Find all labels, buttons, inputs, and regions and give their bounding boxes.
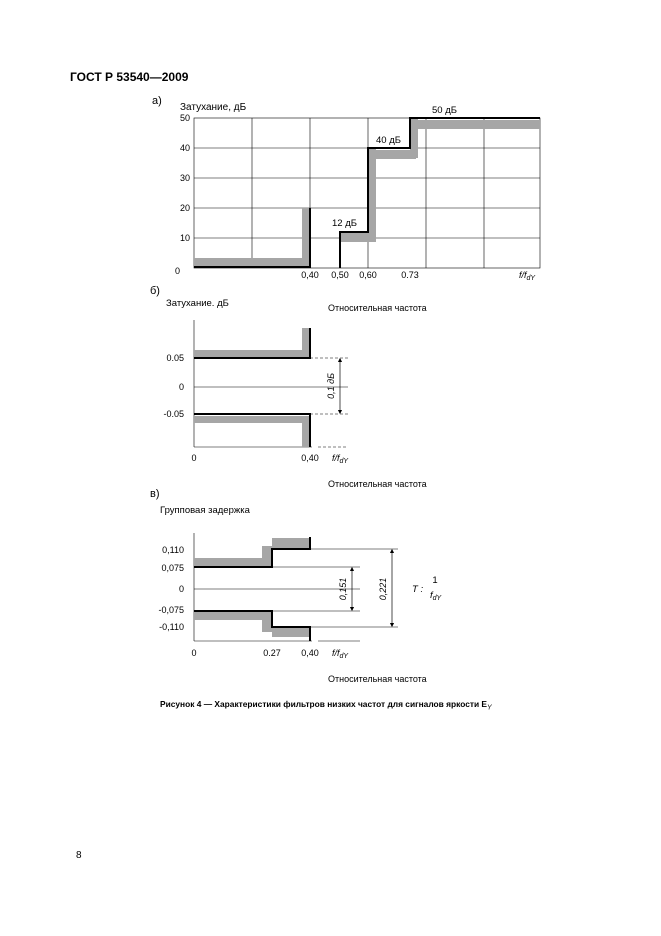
panel-a-xtick: 0,60 bbox=[359, 270, 377, 280]
panel-c-band bbox=[262, 612, 272, 632]
page-number: 8 bbox=[76, 850, 82, 861]
panel-a-band bbox=[368, 150, 416, 159]
panel-c-t-denominator: $f_{dY}$ bbox=[430, 590, 442, 602]
panel-c-ytick: -0,110 bbox=[159, 622, 184, 632]
panel-c-xlabel: $f/f_{dY}$ bbox=[332, 648, 349, 660]
panel-a-mask bbox=[194, 118, 540, 268]
panel-c-band bbox=[272, 538, 310, 548]
panel-a-xtick: 0,40 bbox=[301, 270, 319, 280]
panel-c-footer: Относительная частота bbox=[328, 674, 427, 684]
panel-c-t-label: T : bbox=[412, 584, 424, 595]
panel-b-xtick: 0,40 bbox=[301, 453, 319, 463]
panel-a-xtick: 0.73 bbox=[401, 270, 419, 280]
document-header: ГОСТ Р 53540—2009 bbox=[70, 70, 189, 84]
panel-a-annotation: 12 дБ bbox=[332, 218, 357, 229]
panel-a-ylabel: Затухание, дБ bbox=[180, 102, 247, 113]
panel-b-ytick: -0.05 bbox=[163, 409, 184, 419]
panel-a-band bbox=[368, 148, 376, 242]
panel-b-ytick: 0 bbox=[178, 382, 184, 392]
panel-a-label: а) bbox=[152, 95, 162, 107]
panel-c bbox=[150, 479, 443, 660]
panel-b-span-label: 0,1 дБ bbox=[326, 373, 336, 399]
panel-b-ytick: 0.05 bbox=[166, 353, 184, 363]
panel-a-annotation: 50 дБ bbox=[432, 105, 457, 116]
panel-a-annotation: 40 дБ bbox=[376, 135, 401, 146]
panel-a bbox=[152, 95, 540, 282]
panel-b-xlabel: $f/f_{dY}$ bbox=[332, 453, 349, 465]
panel-b-band bbox=[194, 416, 310, 423]
panel-a-band bbox=[302, 208, 310, 268]
panel-c-band bbox=[194, 558, 272, 566]
panel-a-ytick: 0 bbox=[174, 266, 180, 276]
panel-a-footer: Относительная частота bbox=[328, 303, 427, 313]
panel-c-span-inner-label: 0,151 bbox=[338, 577, 348, 601]
panel-a-ytick: 20 bbox=[179, 203, 190, 213]
panel-b-band bbox=[302, 328, 310, 359]
panel-b bbox=[150, 285, 427, 465]
panel-c-band bbox=[194, 612, 272, 620]
panel-c-ytick: -0,075 bbox=[158, 605, 184, 615]
panel-c-xtick: 0 bbox=[191, 648, 197, 658]
panel-c-ytick: 0 bbox=[178, 584, 184, 594]
panel-c-band bbox=[262, 546, 272, 566]
panel-a-ytick: 30 bbox=[179, 173, 190, 183]
panel-a-band bbox=[410, 120, 540, 129]
panel-c-xtick: 0.27 bbox=[263, 648, 281, 658]
panel-c-t-formula bbox=[412, 575, 443, 602]
panel-a-xlabel: $f/f_{dY}$ bbox=[519, 270, 536, 282]
panel-a-xtick: 0,50 bbox=[331, 270, 349, 280]
panel-b-footer: Относительная частота bbox=[328, 479, 427, 489]
panel-b-xtick: 0 bbox=[191, 453, 197, 463]
panel-b-label: б) bbox=[150, 285, 160, 297]
panel-b-band bbox=[194, 350, 310, 357]
panel-a-ytick: 40 bbox=[179, 143, 190, 153]
panel-c-span-outer-label: 0,221 bbox=[378, 577, 388, 601]
panel-c-xtick: 0,40 bbox=[301, 648, 319, 658]
panel-b-ylabel: Затухание. дБ bbox=[166, 298, 229, 309]
panel-c-band bbox=[272, 627, 310, 637]
panel-c-label: в) bbox=[150, 488, 160, 500]
panel-c-ylabel: Групповая задержка bbox=[160, 505, 250, 516]
panel-a-ytick: 10 bbox=[179, 233, 190, 243]
panel-b-band bbox=[302, 416, 310, 447]
panel-a-ytick: 50 bbox=[179, 113, 190, 123]
figure-caption: Рисунок 4 — Характеристики фильтров низких частот для сигналов яркости $E_Y$ bbox=[160, 699, 492, 712]
panel-c-ytick: 0,075 bbox=[161, 563, 184, 573]
panel-c-ytick: 0,110 bbox=[162, 545, 184, 555]
panel-c-t-numerator: 1 bbox=[432, 575, 438, 586]
